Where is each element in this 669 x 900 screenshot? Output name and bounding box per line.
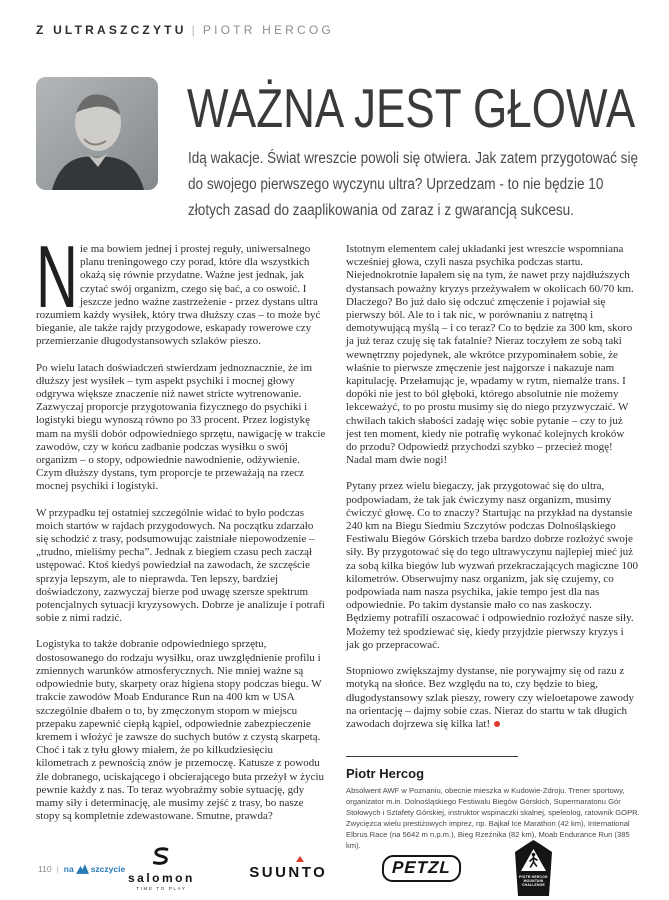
paragraph-text: ie ma bowiem jednej i prostej reguły, uniwersalnego planu treningowego czy porad, które dla wszystkich okażą się równie przydatne. Ważne jest jednak, jak czytać swój organizm, czego się bać, a co oswoić. I jeszcze jedno ważne zastrzeżenie - przez dystans ultra rozumiem każdy wysiłek, który trwa dłuższy czas – to może być bieganie, ale także rajdy przygodowe, eskapady rowerowe czy przemierzanie długodystansowych szlaków pieszo.: [36, 243, 321, 348]
salomon-wordmark: salomon: [128, 871, 195, 885]
suunto-triangle-icon: [296, 856, 304, 862]
bio-divider: [346, 756, 518, 757]
salomon-logo: [128, 845, 195, 891]
bio-author-text: Absolwent AWF w Poznaniu, obecnie mieszka w Kudowie-Zdroju. Trener sportowy, organizator m.in. Dolnośląskiego Festiwalu Biegów Górskich, Supermaratonu Gór Stołowych i Sztafety Górskiej, instruktor wspinaczki skalnej, speleolog, ratownik GOPR. Zwycięzca wielu prestiżowych imprez, np. Bajkał Ice Marathon (42 km), International Elbrus Race (na 5642 m n.p.m.), Bieg Rzeźnika (82 km), Moab Endurance Run (385 km).: [346, 786, 640, 851]
dropcap: N: [36, 227, 78, 326]
brand-szczycie: szczycie: [90, 864, 126, 874]
paragraph: Logistyka to także dobranie odpowiedniego sprzętu, dostosowanego do rodzaju wysiłku, oraz uwzględnienie profilu i zmiennych warunków atmosferycznych. Nie mniej ważne są odpowiednie buty, skarpety oraz higiena stopy podczas biegu. W trakcie zawodów Moab Endurance Run na 400 km w USA szczególnie dbałem o to, by zmęczonym stopom w miejscu przepaku zapewnić ciepłą kąpiel, odpowiednie zabezpieczenie kremem i włożyć je zawsze do suchych butów z czystą skarpetą. Choć i tak z tyłu głowy miałem, że po kilkudziesięciu kilometrach z pewnością znów je przemoczę. Katusze z powodu źle dobranego, uciskającego i obcierającego buta przeżył w życiu pewnie każdy z nas. To teraz wyobraźmy sobie sytuację, gdy mamy siły i determinację, ale musimy zejść z trasy, bo nasze stopy są kompletnie zdewastowane. Smutne, prawda?: [36, 638, 324, 823]
suunto-wordmark: SUUNTO: [249, 863, 328, 881]
bio-author-name: Piotr Hercog: [346, 766, 425, 782]
badge-caption: PIOTR HERCOG MOUNTAIN CHALLENGE: [519, 875, 548, 887]
mountain-badge-icon: [515, 840, 552, 896]
petzl-logo: [381, 855, 461, 882]
kicker-author: PIOTR HERCOG: [202, 23, 334, 37]
footer-separator: |: [56, 864, 59, 874]
paragraph: W przypadku tej ostatniej szczególnie widać to było podczas moich startów w rajdach przygodowych. Na początku zdarzało się schodzić z trasy, podsumowując zaistniałe niepowodzenie – „trudno, mieliśmy pecha”. Jednak z biegiem czasu pech zaczął ustępować. Ktoś kiedyś powiedział na zawodach, że szczęście sprzyja lepszym, ale to nieprawda. Ten lepszy, bardziej doświadczony, zazwyczaj bierze pod uwagę szersze spektrum potencjalnych sytuacji kryzysowych. Dobrze je analizuje i potrafi sobie z nimi radzić.: [36, 506, 325, 625]
petzl-wordmark: PETZL: [391, 857, 451, 877]
salomon-tagline: TIME TO PLAY: [136, 886, 187, 891]
page-number: 110: [38, 864, 52, 874]
intro-paragraph: Idą wakacje. Świat wreszcie powoli się otwiera. Jak zatem przygotować się do swojego pierwszego wyczynu ultra? Uprzedzam - to nie będzie 10 złotych zasad do zaaplikowania od zaraz i z gwarancją sukcesu.: [188, 150, 639, 219]
paragraph-text: Stopniowo zwiększajmy dystanse, nie porywajmy się od razu z motyką na słońce. Bez względu na to, czy będzie to bieg, długodystansowy szlak pieszy, rowery czy wieloetapowe zawody na orientację – dajmy sobie czas. Nieraz do startu w tak długich zawodach dojrzewa się kilka lat!: [346, 665, 634, 730]
paragraph: Istotnym elementem całej układanki jest wreszcie wspomniana wcześniej głowa, czyli nasza psychika podczas startu. Niejednokrotnie łapałem się na tym, że nawet przy najdłuższych dystansach poważny kryzys przeżywałem w okolicach 60/70 km. Dlaczego? Bo już dało się odczuć zmęczenie i pojawiał się pierwszy ból. Ale to i tak nic, w porównaniu z natrętną i demotywującą myślą – i co teraz? Co to będzie za 300 km, skoro ja już teraz czuję się tak fatalnie? Nieraz toczyłem ze sobą taki wewnętrzny pojedynek, ale wkrótce przypominałem sobie, że właśnie to pierwsze zmęczenie jest najgorsze i nakazuje nam kapitulację. Przełamując je, wpadamy w rytm, niemalże trans. I dopóki nie jest to ból głęboki, którego absolutnie nie możemy lekceważyć, to po prostu musimy się do niego przyzwyczaić. W chwilach takich słabości zadaję więc sobie pytanie – czy to już jest ten moment, kiedy nie potrafię wykonać kolejnych kroków do przodu? Odpowiedź przychodzi szybko – przecież mogę! Nadal mam dwie nogi!: [346, 243, 634, 467]
suunto-logo: [249, 856, 327, 881]
sponsor-logos-row: [128, 840, 552, 896]
paragraph: [346, 665, 638, 731]
kicker: [36, 23, 334, 37]
hercog-mountain-challenge-logo: [515, 840, 552, 896]
paragraph: Pytany przez wielu biegaczy, jak przygotować się do ultra, podpowiadam, że tak jak ćwiczymy nasz organizm, musimy ćwiczyć głowę. Co to znaczy? Startując na przykład na dystansie 240 km na Biegu Siedmiu Szczytów podczas Dolnośląskiego Festiwalu Biegów Górskich trzeba bardzo dobrze rozłożyć swoje siły. By przygotować się do tego ultrawyczynu najlepiej mieć już za sobą kilka biegów lub wyzwań przekraczających magiczne 100 kilometrów. Obserwujmy nasz organizm, jak się czujemy, co podpowiada nam nasza psychika, jakie tempo jest dla nas odpowiednie. Po takim dystansie mało co nas zaskoczy. Będziemy potrafili oszacować i odpowiednio rozłożyć nasze siły. Możemy też spodziewać się, kiedy przyjdzie pierwszy kryzys i jak go przepracować.: [346, 480, 638, 651]
brand-na: na: [63, 864, 74, 874]
magazine-brand: [64, 864, 125, 874]
page-footer: [38, 864, 125, 874]
page-title: WAŻNA JEST GŁOWA: [187, 77, 636, 139]
article-column-left: [36, 227, 326, 836]
author-photo: [36, 77, 158, 190]
article-end-dot-icon: [494, 721, 500, 727]
mountain-icon: [76, 864, 89, 874]
salomon-s-icon: [151, 845, 171, 867]
article-column-right: [346, 243, 638, 851]
portrait-photo-placeholder: [36, 77, 158, 190]
kicker-separator: |: [191, 23, 198, 37]
paragraph: [36, 227, 326, 349]
author-bio: [346, 756, 646, 851]
paragraph: Po wielu latach doświadczeń stwierdzam jednoznacznie, że im dłuższy jest wysiłek – tym aspekt psychiki i mocnej głowy odgrywa większe znaczenie niż nawet stricte wytrenowanie. Zazwyczaj proporcje przygotowania fizycznego do psychiki i logistyki biegu wynoszą równo po 33 procent. Przez logistykę mam na myśli dobór odpowiedniego sprzętu, nawigację w trakcie zawodów, czy w końcu zadbanie podczas wysiłku o swój organizm – o stopy, odpowiednie nawodnienie, odżywienie. Czym dłuższy dystans, tym proporcje te przeważają na rzecz mocnej psychiki i logistyki.: [36, 361, 326, 493]
kicker-section: Z ULTRASZCZYTU: [36, 23, 187, 37]
